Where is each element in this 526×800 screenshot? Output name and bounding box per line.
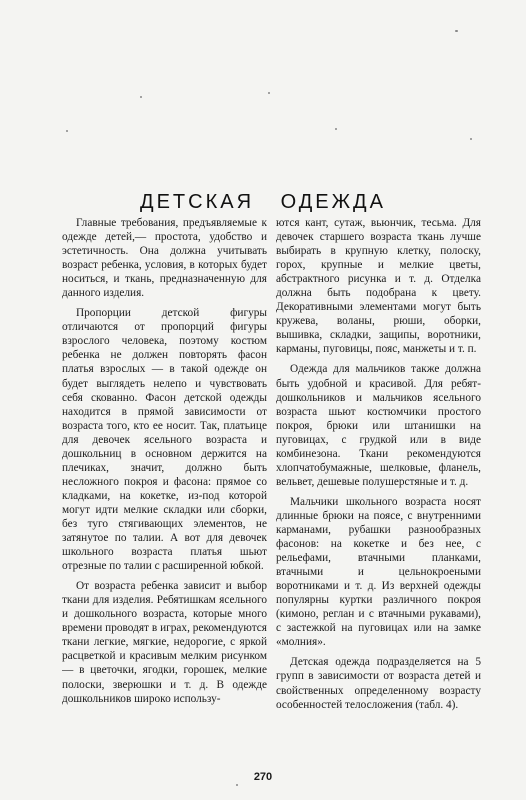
paragraph: ются кант, сутаж, вьюнчик, тесьма. Для девочек старшего возраста ткань лучше выбирать в крупную клетку, полоску, горох, крупные и мелкие цветы, абстрактного рисунка и т. д. Отделка должна быть подобрана к цвету. Декоративными элементами могут быть кружева, воланы, рюши, оборки, вышивка, складки, защипы, воротники, карманы, пуговицы, пояс, манжеты и т. п. <box>276 217 481 356</box>
page-number: 270 <box>253 771 273 783</box>
scan-speck <box>470 138 472 140</box>
scan-speck <box>335 128 337 130</box>
paragraph: От возраста ребенка зависит и выбор ткани для изделия. Ребятишкам ясельного и дошкольного возраста, которые много времени проводят в играх, рекомендуются ткани легкие, мягкие, недорогие, с яркой расцветкой и красивым мелким рисунком — в цветочки, ягодки, горошек, мелкие полоски, зверюшки и т. д. В одежде дошкольников широко использу- <box>62 580 267 705</box>
scan-speck <box>66 130 68 132</box>
left-column <box>62 216 267 761</box>
scan-speck <box>236 784 238 786</box>
page-title: ДЕТСКАЯ ОДЕЖДА <box>140 191 386 214</box>
paragraph: Одежда для мальчиков также должна быть удобной и красивой. Для ребят-дошкольников и мальчиков ясельного возраста шьют костюмчики простого покроя, брюки или штанишки на пуговицах, с грудкой или в виде комбинезона. Ткани рекомендуются хлопчатобумажные, шелковые, фланель, вельвет, дешевые полушерстяные и т. д. <box>276 363 481 488</box>
paragraph: Пропорции детской фигуры отличаются от пропорций фигуры взрослого человека, поэтому костюм ребенка не должен повторять фасон платья взрослых — в такой одежде он будет выглядеть нелепо и чувствовать себя скованно. Фасон детской одежды находится в прямой зависимости от возраста того, кто ее носит. Так, платьице для девочек ясельного возраста и дошкольниц в основном держится на плечиках, значит, должно быть несложного покроя и фасона: прямое со кладками, на кокетке, из-под которой могут идти мелкие складки или сборки, без туго стягивающих элементов, не затянутое по талии. А вот для девочек школьного возраста платья шьют отрезные по талии с расширенной юбкой. <box>62 307 267 573</box>
scan-speck <box>140 96 142 98</box>
scan-speck <box>268 92 270 94</box>
paragraph: Мальчики школьного возраста носят длинные брюки на поясе, с внутренними карманами, рубашки разнообразных фасонов: на кокетке и без нее, с рельефами, втачными планками, втачными и цельнокроеными воротниками и т. д. Из верхней одежды популярны куртки различного покроя (кимоно, реглан и с втачными рукавами), с застежкой на пуговицах или на замке «молния». <box>276 495 481 649</box>
scan-speck <box>455 30 458 32</box>
paragraph: Главные требования, предъявляемые к одежде детей,— простота, удобство и эстетичность. Она должна учитывать возраст ребенка, условия, в которых будет носиться, и ткань, предназначенную для данного изделия. <box>62 217 267 300</box>
right-column <box>276 216 481 761</box>
paragraph: Детская одежда подразделяется на 5 групп в зависимости от возраста детей и свойственных определенному возрасту особенностей телосложения (табл. 4). <box>276 656 481 711</box>
